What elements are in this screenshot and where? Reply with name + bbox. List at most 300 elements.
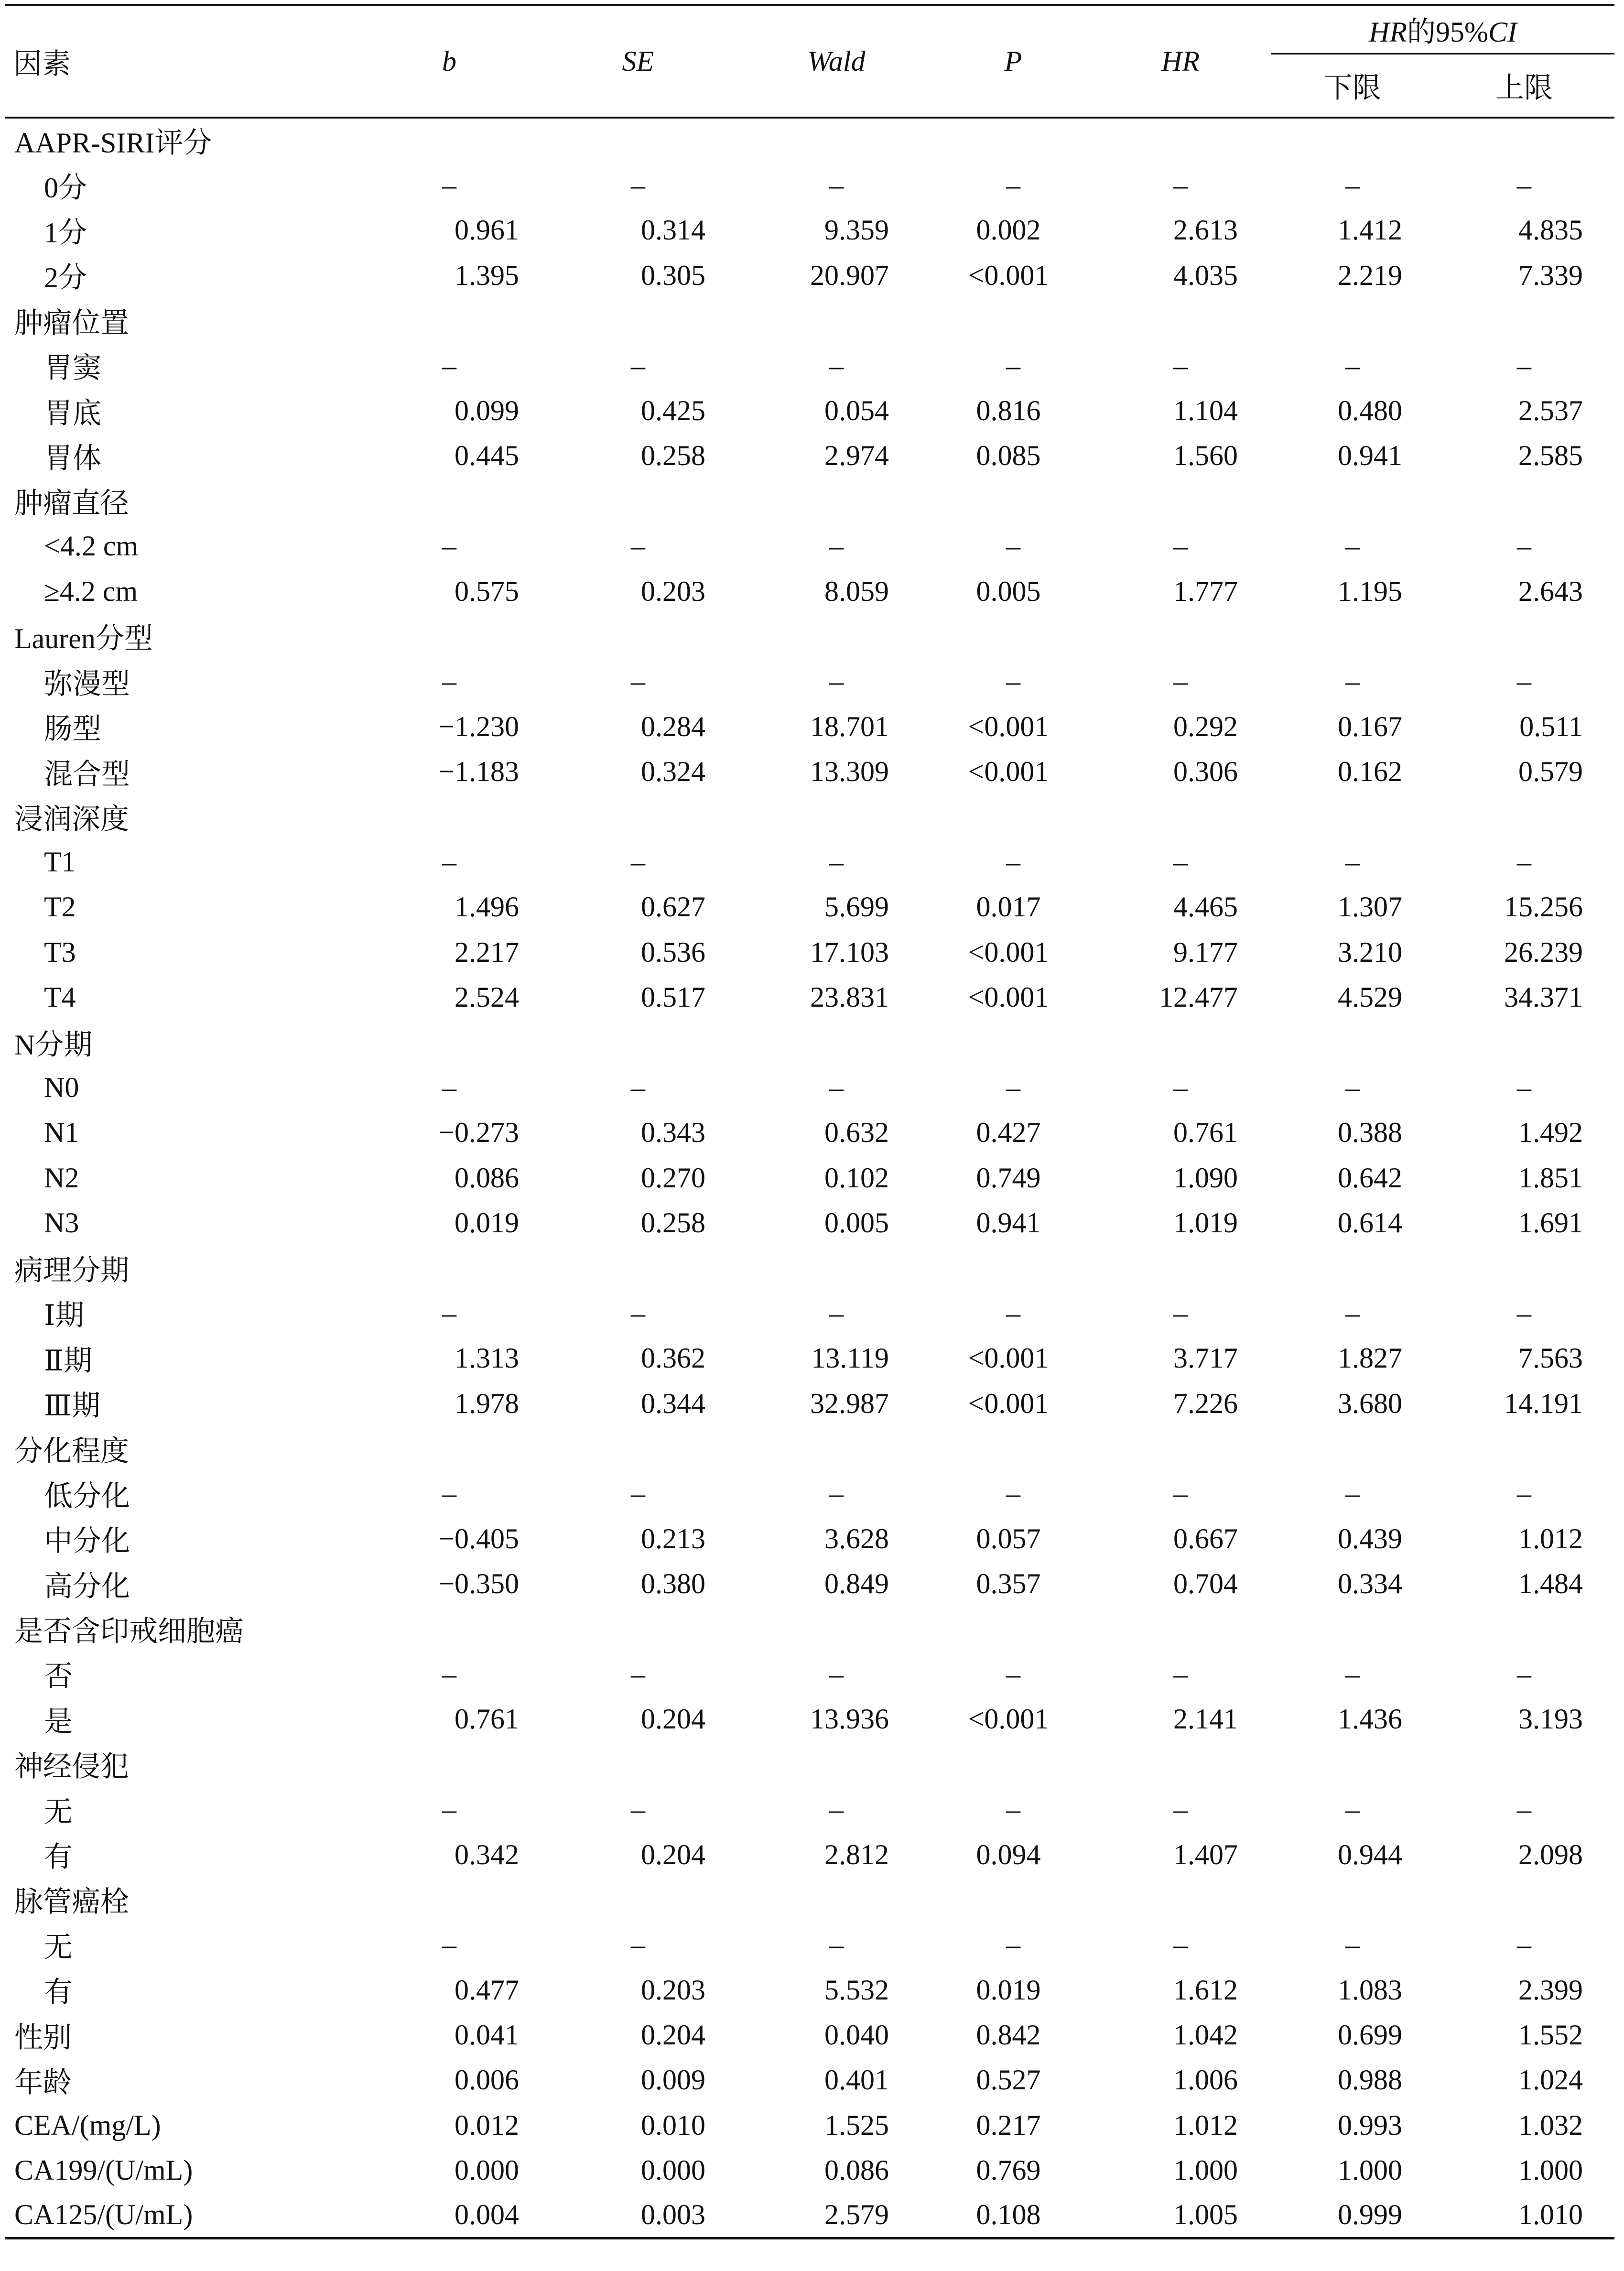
ci-upper-cell: 34.371 — [1504, 981, 1583, 1013]
hr-cell: – — [1173, 1658, 1188, 1690]
p-cell: 0.108 — [976, 2199, 1041, 2231]
b-cell: 0.477 — [455, 1974, 519, 2006]
empty-cell — [358, 1607, 540, 1652]
empty-cell — [1434, 1877, 1614, 1922]
empty-cell — [1434, 794, 1614, 839]
wald-cell: 0.849 — [824, 1568, 889, 1600]
header-lower: 下限 — [1324, 72, 1381, 104]
hr-cell: 1.012 — [1173, 2109, 1238, 2141]
wald-cell: 2.579 — [824, 2199, 889, 2231]
ci-upper-cell: – — [1517, 169, 1531, 201]
empty-cell — [937, 794, 1090, 839]
wald-cell: 1.525 — [824, 2109, 889, 2141]
ci-lower-cell: 1.307 — [1338, 891, 1402, 923]
p-cell: – — [1006, 1929, 1020, 1961]
p-cell: – — [1006, 1297, 1020, 1329]
ci-upper-cell: 1.851 — [1518, 1162, 1583, 1194]
empty-cell — [358, 1246, 540, 1291]
row-label: 2分 — [44, 262, 87, 294]
group-row — [5, 794, 1614, 839]
ci-upper-cell: 3.193 — [1518, 1703, 1583, 1735]
se-cell: – — [631, 1071, 645, 1103]
wald-cell: – — [829, 1071, 844, 1103]
table-row — [5, 659, 1614, 704]
ci-lower-cell: 0.162 — [1338, 756, 1402, 788]
ci-upper-cell: 2.537 — [1518, 395, 1583, 427]
se-cell: 0.324 — [641, 756, 705, 788]
empty-cell — [937, 614, 1090, 659]
p-cell: 0.002 — [976, 214, 1041, 246]
wald-cell: – — [829, 1658, 844, 1690]
wald-cell: 3.628 — [824, 1522, 889, 1554]
se-cell: – — [631, 169, 645, 201]
row-label: 混合型 — [44, 758, 130, 790]
wald-cell: – — [829, 1929, 844, 1961]
hr-cell: 1.005 — [1173, 2199, 1238, 2231]
b-cell: – — [442, 1929, 456, 1961]
ci-lower-cell: 0.480 — [1338, 395, 1402, 427]
ci-lower-cell: – — [1345, 1793, 1360, 1825]
se-cell: 0.380 — [641, 1568, 705, 1600]
se-cell: 0.204 — [641, 1703, 705, 1735]
se-cell: 0.204 — [641, 1838, 705, 1870]
hr-cell: 0.761 — [1173, 1117, 1238, 1149]
b-cell: – — [442, 1658, 456, 1690]
b-cell: −1.230 — [438, 710, 519, 742]
table-row — [5, 1291, 1614, 1336]
p-cell: – — [1006, 665, 1020, 697]
empty-cell — [736, 1607, 937, 1652]
wald-cell: 0.040 — [824, 2019, 889, 2051]
ci-lower-cell: 4.529 — [1338, 981, 1402, 1013]
hr-cell: – — [1173, 1793, 1188, 1825]
p-cell: <0.001 — [968, 1342, 1049, 1374]
group-label: 分化程度 — [14, 1435, 129, 1467]
hr-cell: 1.090 — [1173, 1162, 1238, 1194]
ci-lower-cell: – — [1345, 530, 1360, 562]
hr-cell: 1.407 — [1173, 1838, 1238, 1870]
table-row — [5, 1110, 1614, 1155]
table-row — [5, 1155, 1614, 1200]
b-cell: 2.524 — [455, 981, 519, 1013]
wald-cell: – — [829, 665, 844, 697]
table-row — [5, 2193, 1614, 2238]
header-se: SE — [622, 45, 654, 77]
empty-cell — [540, 794, 736, 839]
table-row — [5, 2058, 1614, 2103]
ci-lower-cell: – — [1345, 1071, 1360, 1103]
empty-cell — [1271, 478, 1434, 523]
ci-lower-cell: 1.436 — [1338, 1703, 1402, 1735]
table-row — [5, 1471, 1614, 1516]
row-label: Ⅱ期 — [44, 1345, 92, 1377]
ci-lower-cell: 3.210 — [1338, 936, 1402, 968]
empty-cell — [1090, 478, 1271, 523]
p-cell: – — [1006, 1478, 1020, 1510]
empty-cell — [540, 478, 736, 523]
row-label: CA125/(U/mL) — [14, 2199, 193, 2231]
empty-cell — [1090, 1607, 1271, 1652]
se-cell: 0.213 — [641, 1522, 705, 1554]
table-row — [5, 1200, 1614, 1245]
empty-cell — [937, 1426, 1090, 1471]
empty-cell — [358, 118, 540, 163]
empty-cell — [1434, 1020, 1614, 1065]
row-label: T2 — [44, 891, 76, 923]
table-row — [5, 434, 1614, 478]
row-label: T1 — [44, 846, 76, 878]
p-cell: 0.094 — [976, 1838, 1041, 1870]
hr-cell: 2.613 — [1173, 214, 1238, 246]
group-row — [5, 1742, 1614, 1787]
row-label: 有 — [44, 1977, 73, 2009]
empty-cell — [937, 298, 1090, 343]
hr-cell: 0.306 — [1173, 756, 1238, 788]
hr-cell: 1.000 — [1173, 2154, 1238, 2186]
ci-upper-cell: 1.010 — [1518, 2199, 1583, 2231]
ci-lower-cell: 2.219 — [1338, 259, 1402, 291]
ci-lower-cell: 0.439 — [1338, 1522, 1402, 1554]
b-cell: 1.978 — [455, 1387, 519, 1419]
wald-cell: 0.086 — [824, 2154, 889, 2186]
empty-cell — [358, 1426, 540, 1471]
table-row — [5, 975, 1614, 1020]
ci-upper-cell: 2.399 — [1518, 1974, 1583, 2006]
se-cell: 0.343 — [641, 1117, 705, 1149]
ci-upper-cell: 1.552 — [1518, 2019, 1583, 2051]
header-ci-prefix: HR — [1369, 16, 1407, 48]
empty-cell — [736, 1877, 937, 1922]
group-row — [5, 1607, 1614, 1652]
hr-cell: – — [1173, 665, 1188, 697]
b-cell: – — [442, 846, 456, 878]
group-row — [5, 1020, 1614, 1065]
ci-upper-cell: – — [1517, 1658, 1531, 1690]
se-cell: – — [631, 1929, 645, 1961]
header-ci-italic: CI — [1488, 16, 1517, 48]
ci-lower-cell: – — [1345, 1658, 1360, 1690]
group-label: N分期 — [14, 1029, 93, 1061]
hr-cell: – — [1173, 349, 1188, 381]
ci-upper-cell: 2.643 — [1518, 575, 1583, 607]
b-cell: 0.445 — [455, 440, 519, 472]
ci-lower-cell: – — [1345, 349, 1360, 381]
hr-cell: 1.006 — [1173, 2064, 1238, 2096]
row-label: 是 — [44, 1706, 73, 1738]
empty-cell — [736, 1426, 937, 1471]
se-cell: 0.425 — [641, 395, 705, 427]
ci-lower-cell: 0.941 — [1338, 440, 1402, 472]
p-cell: – — [1006, 169, 1020, 201]
se-cell: 0.258 — [641, 440, 705, 472]
table-row — [5, 704, 1614, 749]
group-label: 脉管癌栓 — [14, 1886, 129, 1918]
p-cell: 0.842 — [976, 2019, 1041, 2051]
b-cell: 0.004 — [455, 2199, 519, 2231]
table-row — [5, 2103, 1614, 2148]
table-row — [5, 253, 1614, 298]
group-row — [5, 1246, 1614, 1291]
ci-lower-cell: 1.412 — [1338, 214, 1402, 246]
table-row — [5, 388, 1614, 433]
row-label: T3 — [44, 936, 76, 968]
wald-cell: 20.907 — [810, 259, 889, 291]
table-row — [5, 749, 1614, 794]
empty-cell — [736, 794, 937, 839]
group-label: Lauren分型 — [14, 623, 153, 655]
row-label: 无 — [44, 1796, 73, 1828]
se-cell: 0.203 — [641, 1974, 705, 2006]
group-label: 浸润深度 — [14, 804, 129, 836]
table-row — [5, 1652, 1614, 1696]
ci-lower-cell: 3.680 — [1338, 1387, 1402, 1419]
empty-cell — [540, 1426, 736, 1471]
empty-cell — [1434, 118, 1614, 163]
ci-lower-cell: 1.827 — [1338, 1342, 1402, 1374]
header-ci-suffix: 的95% — [1407, 16, 1488, 48]
table-row — [5, 1697, 1614, 1742]
b-cell: – — [442, 1793, 456, 1825]
group-row — [5, 1877, 1614, 1922]
ci-lower-cell: 1.083 — [1338, 1974, 1402, 2006]
hr-cell: 4.035 — [1173, 259, 1238, 291]
wald-cell: 18.701 — [810, 710, 889, 742]
hr-cell: 7.226 — [1173, 1387, 1238, 1419]
table-row — [5, 208, 1614, 253]
wald-cell: 5.532 — [824, 1974, 889, 2006]
table-header — [5, 5, 1614, 118]
wald-cell: – — [829, 1793, 844, 1825]
row-label: 肠型 — [44, 713, 101, 745]
ci-lower-cell: 1.195 — [1338, 575, 1402, 607]
row-label: 0分 — [44, 172, 87, 204]
empty-cell — [1271, 794, 1434, 839]
b-cell: 0.961 — [455, 214, 519, 246]
table-row — [5, 1381, 1614, 1426]
ci-upper-cell: – — [1517, 349, 1531, 381]
p-cell: <0.001 — [968, 1703, 1049, 1735]
wald-cell: – — [829, 169, 844, 201]
row-label: N3 — [44, 1207, 79, 1239]
header-hr: HR — [1161, 45, 1200, 77]
p-cell: <0.001 — [968, 756, 1049, 788]
table-row — [5, 524, 1614, 569]
se-cell: 0.284 — [641, 710, 705, 742]
ci-upper-cell: 1.691 — [1518, 1207, 1583, 1239]
empty-cell — [358, 614, 540, 659]
table-row — [5, 343, 1614, 388]
se-cell: – — [631, 1793, 645, 1825]
table-row — [5, 1065, 1614, 1110]
se-cell: – — [631, 1478, 645, 1510]
empty-cell — [736, 118, 937, 163]
wald-cell: 32.987 — [810, 1387, 889, 1419]
se-cell: 0.258 — [641, 1207, 705, 1239]
empty-cell — [1434, 614, 1614, 659]
empty-cell — [1090, 1246, 1271, 1291]
empty-cell — [736, 1246, 937, 1291]
ci-upper-cell: – — [1517, 1297, 1531, 1329]
ci-upper-cell: – — [1517, 1071, 1531, 1103]
b-cell: 0.012 — [455, 2109, 519, 2141]
ci-upper-cell: – — [1517, 530, 1531, 562]
table-row — [5, 2148, 1614, 2193]
row-label: 胃底 — [44, 397, 101, 429]
b-cell: 2.217 — [455, 936, 519, 968]
group-label: 肿瘤位置 — [14, 307, 129, 339]
empty-cell — [358, 478, 540, 523]
empty-cell — [937, 1246, 1090, 1291]
p-cell: 0.427 — [976, 1117, 1041, 1149]
ci-lower-cell: – — [1345, 846, 1360, 878]
se-cell: 0.009 — [641, 2064, 705, 2096]
wald-cell: 23.831 — [810, 981, 889, 1013]
group-row — [5, 1426, 1614, 1471]
empty-cell — [1090, 1020, 1271, 1065]
empty-cell — [358, 1742, 540, 1787]
empty-cell — [937, 1742, 1090, 1787]
ci-upper-cell: – — [1517, 1478, 1531, 1510]
row-label: 否 — [44, 1661, 73, 1693]
p-cell: 0.217 — [976, 2109, 1041, 2141]
b-cell: – — [442, 530, 456, 562]
hr-cell: – — [1173, 530, 1188, 562]
header-wald: Wald — [807, 45, 866, 77]
b-cell: – — [442, 349, 456, 381]
empty-cell — [1434, 478, 1614, 523]
wald-cell: 5.699 — [824, 891, 889, 923]
empty-cell — [1271, 298, 1434, 343]
ci-upper-cell: 1.000 — [1518, 2154, 1583, 2186]
empty-cell — [1271, 1607, 1434, 1652]
ci-lower-cell: – — [1345, 665, 1360, 697]
group-row — [5, 298, 1614, 343]
se-cell: – — [631, 846, 645, 878]
empty-cell — [1434, 298, 1614, 343]
ci-lower-cell: 0.167 — [1338, 710, 1402, 742]
ci-upper-cell: 4.835 — [1518, 214, 1583, 246]
ci-upper-cell: 26.239 — [1504, 936, 1583, 968]
row-label: 1分 — [44, 217, 87, 249]
ci-upper-cell: – — [1517, 1929, 1531, 1961]
b-cell: – — [442, 169, 456, 201]
row-label: CA199/(U/mL) — [14, 2154, 193, 2186]
se-cell: 0.362 — [641, 1342, 705, 1374]
ci-lower-cell: 0.614 — [1338, 1207, 1402, 1239]
ci-upper-cell: 2.585 — [1518, 440, 1583, 472]
hr-cell: – — [1173, 846, 1188, 878]
header-factor: 因素 — [13, 48, 71, 80]
row-label: T4 — [44, 981, 76, 1013]
p-cell: 0.816 — [976, 395, 1041, 427]
empty-cell — [1434, 1426, 1614, 1471]
ci-lower-cell: 0.334 — [1338, 1568, 1402, 1600]
row-label: 中分化 — [44, 1525, 130, 1557]
se-cell: 0.000 — [641, 2154, 705, 2186]
table-row — [5, 1923, 1614, 1967]
ci-upper-cell: 1.032 — [1518, 2109, 1583, 2141]
ci-upper-cell: 0.511 — [1519, 710, 1583, 742]
ci-upper-cell: 1.484 — [1518, 1568, 1583, 1600]
empty-cell — [736, 614, 937, 659]
hr-cell: 1.042 — [1173, 2019, 1238, 2051]
ci-lower-cell: – — [1345, 1929, 1360, 1961]
empty-cell — [1271, 614, 1434, 659]
p-cell: 0.085 — [976, 440, 1041, 472]
empty-cell — [937, 478, 1090, 523]
table-row — [5, 885, 1614, 930]
ci-lower-cell: 0.388 — [1338, 1117, 1402, 1149]
ci-lower-cell: 0.699 — [1338, 2019, 1402, 2051]
empty-cell — [358, 1020, 540, 1065]
b-cell: – — [442, 1478, 456, 1510]
row-label: 低分化 — [44, 1480, 130, 1512]
se-cell: 0.003 — [641, 2199, 705, 2231]
p-cell: 0.357 — [976, 1568, 1041, 1600]
b-cell: −0.350 — [438, 1568, 519, 1600]
b-cell: 0.006 — [455, 2064, 519, 2096]
table-row — [5, 1832, 1614, 1877]
row-label: ≥4.2 cm — [44, 575, 138, 607]
se-cell: – — [631, 530, 645, 562]
empty-cell — [540, 614, 736, 659]
wald-cell: – — [829, 1478, 844, 1510]
wald-cell: – — [829, 846, 844, 878]
row-label: 弥漫型 — [44, 668, 130, 700]
ci-lower-cell: 0.642 — [1338, 1162, 1402, 1194]
hr-cell: 1.612 — [1173, 1974, 1238, 2006]
p-cell: 0.527 — [976, 2064, 1041, 2096]
empty-cell — [1090, 1742, 1271, 1787]
hr-cell: 1.104 — [1173, 395, 1238, 427]
wald-cell: 13.309 — [810, 756, 889, 788]
row-label: N0 — [44, 1071, 79, 1103]
header-upper: 上限 — [1495, 72, 1553, 104]
empty-cell — [540, 1742, 736, 1787]
p-cell: 0.057 — [976, 1522, 1041, 1554]
p-cell: 0.019 — [976, 1974, 1041, 2006]
empty-cell — [358, 1877, 540, 1922]
empty-cell — [540, 118, 736, 163]
se-cell: 0.204 — [641, 2019, 705, 2051]
empty-cell — [1090, 1877, 1271, 1922]
b-cell: 1.496 — [455, 891, 519, 923]
table-row — [5, 1562, 1614, 1607]
hr-cell: 0.292 — [1173, 710, 1238, 742]
empty-cell — [736, 478, 937, 523]
b-cell: 0.000 — [455, 2154, 519, 2186]
empty-cell — [1090, 794, 1271, 839]
row-label: Ⅲ期 — [44, 1390, 100, 1422]
group-row — [5, 118, 1614, 163]
empty-cell — [540, 1607, 736, 1652]
ci-lower-cell: – — [1345, 1478, 1360, 1510]
hr-cell: 9.177 — [1173, 936, 1238, 968]
p-cell: 0.005 — [976, 575, 1041, 607]
hr-cell: 0.704 — [1173, 1568, 1238, 1600]
p-cell: <0.001 — [968, 259, 1049, 291]
empty-cell — [1434, 1742, 1614, 1787]
ci-upper-cell: 1.492 — [1518, 1117, 1583, 1149]
wald-cell: 9.359 — [824, 214, 889, 246]
group-label: 肿瘤直径 — [14, 488, 129, 520]
row-label: 胃体 — [44, 442, 101, 474]
row-label: CEA/(mg/L) — [14, 2109, 161, 2141]
row-label: 高分化 — [44, 1570, 130, 1602]
row-label: <4.2 cm — [44, 530, 139, 562]
row-label: 无 — [44, 1931, 73, 1963]
hr-cell: – — [1173, 169, 1188, 201]
